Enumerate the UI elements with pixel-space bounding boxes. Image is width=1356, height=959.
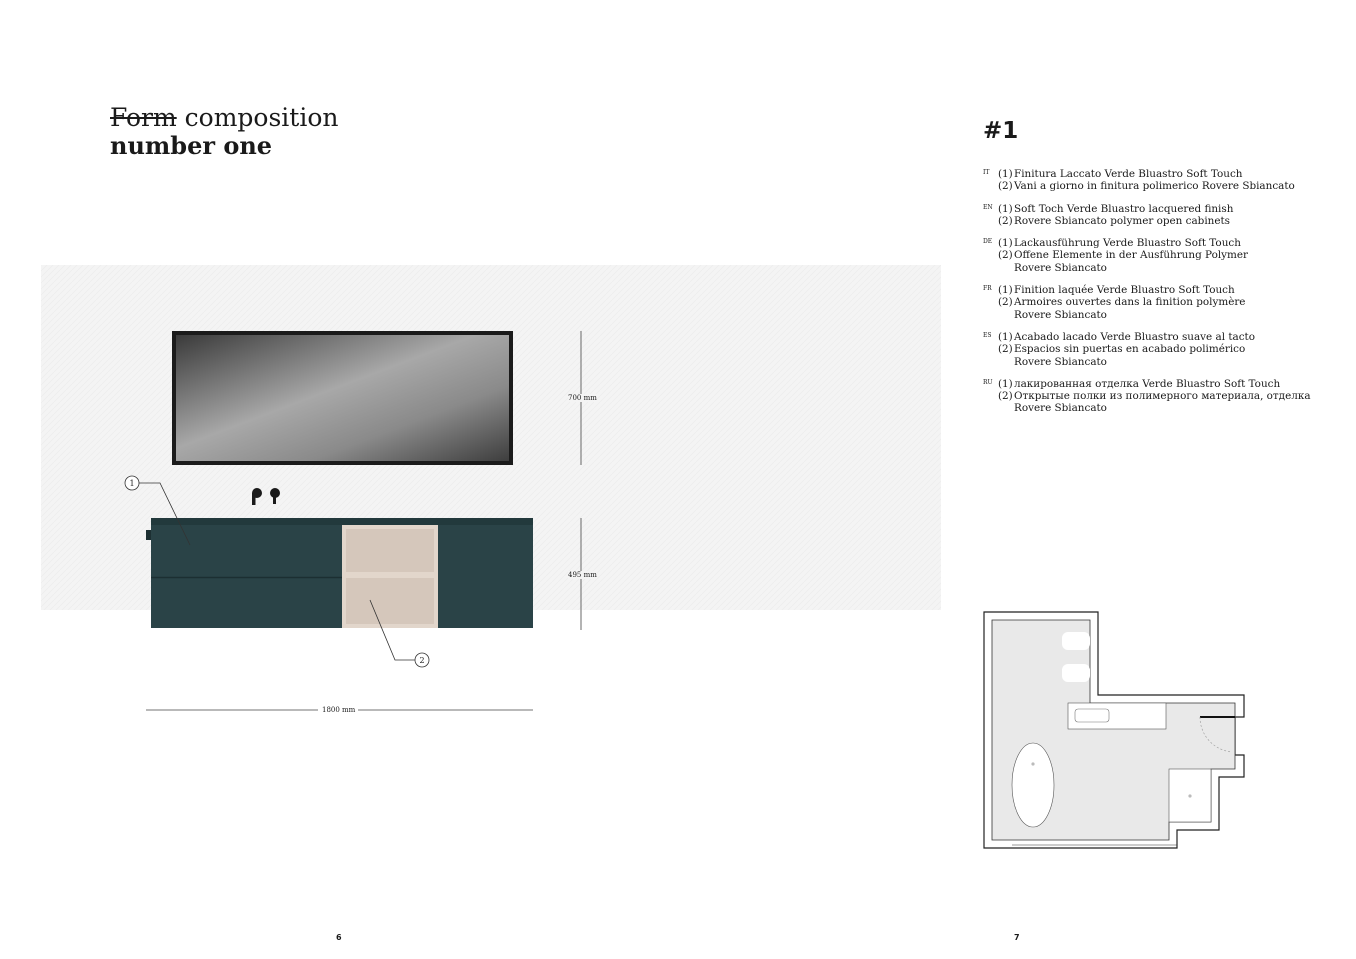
item-text: Finition laquée Verde Bluastro Soft Touch xyxy=(1014,284,1235,297)
item-number: (1) xyxy=(998,168,1013,180)
lang-lines xyxy=(998,378,1323,415)
item-text: Offene Elemente in der Ausführung Polymer xyxy=(1014,249,1249,262)
page-number-right: 7 xyxy=(1014,933,1020,942)
item-number: (2) xyxy=(998,390,1013,403)
description-line xyxy=(998,296,1323,308)
title-line-2: number one xyxy=(110,131,273,160)
lang-lines xyxy=(998,237,1323,274)
lang-lines xyxy=(998,284,1323,321)
description-line xyxy=(998,378,1323,390)
cabinet-height-label: 495 mm xyxy=(568,571,597,579)
description-line xyxy=(998,168,1323,180)
lang-lines xyxy=(998,168,1323,193)
item-number: (2) xyxy=(998,343,1013,356)
description-line xyxy=(998,309,1323,321)
item-number: (2) xyxy=(998,296,1013,309)
lang-block-es xyxy=(983,331,1323,368)
finish-descriptions xyxy=(983,168,1323,425)
item-number: (1) xyxy=(998,377,1013,390)
description-line xyxy=(998,262,1323,274)
mirror xyxy=(172,331,513,465)
item-text: Rovere Sbiancato polymer open cabinets xyxy=(1014,214,1231,227)
description-line xyxy=(998,215,1323,227)
item-text: Lackausführung Verde Bluastro Soft Touch xyxy=(1014,237,1241,250)
description-line xyxy=(998,343,1323,355)
width-label: 1800 mm xyxy=(322,706,356,714)
item-text: лакированная отделка Verde Bluastro Soft Touch xyxy=(1014,377,1281,390)
callout-2-label: 2 xyxy=(419,656,425,665)
description-line xyxy=(998,284,1323,296)
item-text: Acabado lacado Verde Bluastro suave al tacto xyxy=(1014,330,1255,343)
item-text: Armoires ouvertes dans la finition polymère xyxy=(1014,296,1246,309)
lang-code: FR xyxy=(983,285,992,293)
lang-code: EN xyxy=(983,203,993,211)
page-number-left: 6 xyxy=(336,933,342,942)
title-struck-word: Form xyxy=(110,103,177,132)
description-line xyxy=(998,402,1323,414)
lang-code: RU xyxy=(983,378,993,386)
item-text: Открытые полки из полимерного материала, отделка xyxy=(1014,390,1311,403)
item-text: Espacios sin puertas en acabado polimérico xyxy=(1014,343,1246,356)
floor-plan xyxy=(975,605,1255,860)
item-number: (1) xyxy=(998,284,1013,297)
callout-1-label: 1 xyxy=(129,479,135,488)
lang-code: IT xyxy=(983,169,990,176)
item-text: Rovere Sbiancato xyxy=(1014,355,1107,368)
description-line xyxy=(998,203,1323,215)
description-line xyxy=(998,390,1323,402)
item-number: (2) xyxy=(998,249,1013,262)
item-number: (1) xyxy=(998,330,1013,343)
lang-lines xyxy=(998,331,1323,368)
item-text: Finitura Laccato Verde Bluastro Soft Touch xyxy=(1014,168,1243,180)
item-number: (2) xyxy=(998,214,1013,227)
title-word: composition xyxy=(184,103,339,132)
description-line xyxy=(998,180,1323,192)
lang-code: DE xyxy=(983,238,993,246)
lang-block-it xyxy=(983,168,1323,193)
lang-block-ru xyxy=(983,378,1323,415)
item-text: Rovere Sbiancato xyxy=(1014,261,1107,274)
description-line xyxy=(998,331,1323,343)
item-text: Rovere Sbiancato xyxy=(1014,402,1107,415)
lang-block-de xyxy=(983,237,1323,274)
lang-lines xyxy=(998,203,1323,228)
item-text: Vani a giorno in finitura polimerico Rovere Sbiancato xyxy=(1014,180,1295,193)
lang-block-en xyxy=(983,203,1323,228)
item-number: (1) xyxy=(998,202,1013,215)
mirror-height-label: 700 mm xyxy=(568,394,597,402)
item-number: (1) xyxy=(998,237,1013,250)
vanity-cabinet xyxy=(146,518,533,628)
item-text: Rovere Sbiancato xyxy=(1014,308,1107,321)
item-text: Soft Toch Verde Bluastro lacquered finish xyxy=(1014,202,1234,215)
lang-block-fr xyxy=(983,284,1323,321)
item-number: (2) xyxy=(998,180,1013,193)
composition-number: #1 xyxy=(983,118,1019,144)
description-line xyxy=(998,356,1323,368)
lang-code: ES xyxy=(983,331,992,339)
description-line xyxy=(998,237,1323,249)
description-line xyxy=(998,249,1323,261)
